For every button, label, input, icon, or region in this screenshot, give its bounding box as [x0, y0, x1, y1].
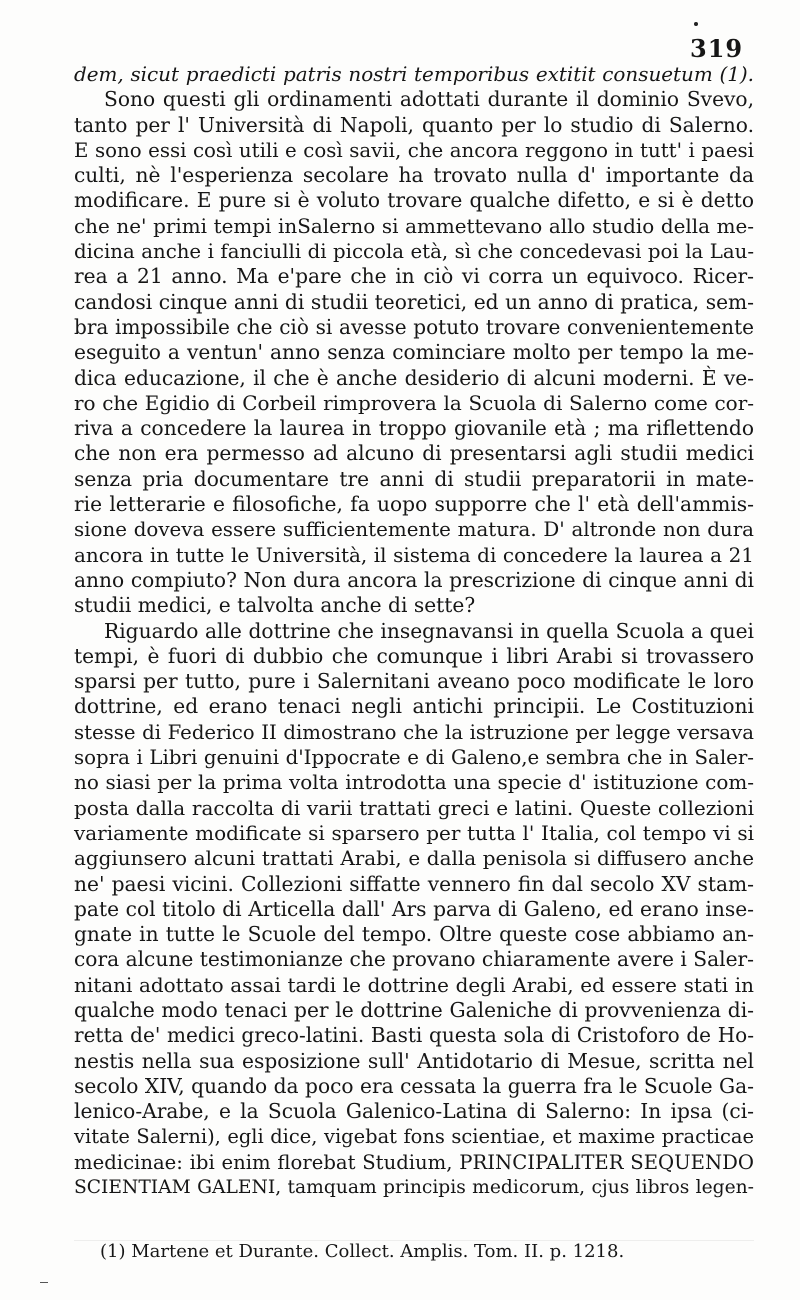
text-line: riva a concedere la laurea in troppo giovanile età ; ma riflettendo	[74, 416, 754, 441]
text-line: gnate in tutte le Scuole del tempo. Oltre queste cose abbiamo an-	[74, 922, 754, 947]
text-line: SCIENTIAM GALENI, tamquam principis medicorum, cjus libros legen-	[74, 1177, 754, 1199]
text-line: che ne' primi tempi inSalerno si ammettevano allo studio della me-	[74, 214, 754, 238]
text-line: Sono questi gli ordinamenti adottati durante il dominio Svevo,	[104, 87, 754, 112]
text-line: che non era permesso ad alcuno di presentarsi agli studii medici	[74, 441, 754, 466]
text-line: nitani adottato assai tardi le dottrine degli Arabi, ed essere stati in	[74, 972, 754, 997]
text-line: tanto per l' Università di Napoli, quanto per lo studio di Salerno.	[74, 112, 754, 137]
text-line: medicinae: ibi enim florebat Studium, PRINCIPALITER SEQUENDO	[74, 1150, 754, 1174]
text-line: E sono essi così utili e così savii, che ancora reggono in tutt' i paesi	[74, 138, 754, 162]
text-line: studii medici, e talvolta anche di sette?	[74, 593, 476, 618]
body-text	[74, 62, 754, 1200]
text-line: rea a 21 anno. Ma e'pare che in ciò vi corra un equivoco. Ricer-	[74, 264, 754, 289]
footnote: (1) Martene et Durante. Collect. Amplis. Tom. II. p. 1218.	[100, 1241, 625, 1262]
text-line: candosi cinque anni di studii teoretici, ed un anno di pratica, sem-	[74, 289, 754, 314]
text-line: sparsi per tutto, pure i Salernitani aveano poco modificate le loro	[74, 669, 754, 694]
text-line: ne' paesi vicini. Collezioni siffatte vennero fin dal secolo XV stam-	[74, 871, 754, 896]
text-line: dem, sicut praedicti patris nostri temporibus extitit consuetum (1).	[74, 63, 754, 86]
text-line: aggiunsero alcuni trattati Arabi, e dalla penisola si diffusero anche	[74, 846, 754, 871]
text-line: dicina anche i fanciulli di piccola età, sì che concedevasi poi la Lau-	[74, 240, 754, 264]
text-line: variamente modificate si sparsero per tutta l' Italia, col tempo vi si	[74, 820, 754, 845]
text-line: sopra i Libri genuini d'Ippocrate e di Galeno,e sembra che in Saler-	[74, 746, 754, 770]
text-line: stesse di Federico II dimostrano che la istruzione per legge versava	[74, 720, 754, 744]
text-line: ro che Egidio di Corbeil rimprovera la Scuola di Salerno come cor-	[74, 390, 754, 415]
text-line: retta de' medici greco-latini. Basti questa sola di Cristoforo de Ho-	[74, 1023, 754, 1048]
text-line: no siasi per la prima volta introdotta una specie d' istituzione com-	[74, 770, 754, 795]
text-line: eseguito a ventun' anno senza cominciare molto per tempo la me-	[74, 340, 754, 365]
text-line: cora alcune testimonianze che provano chiaramente avere i Saler-	[74, 947, 754, 972]
text-line: vitate Salerni), egli dice, vigebat fons scientiae, et maxime practicae	[74, 1125, 754, 1149]
text-line: anno compiuto? Non dura ancora la prescrizione di cinque anni di	[74, 567, 754, 592]
page-number: 319	[690, 34, 744, 63]
text-line: pate col titolo di Articella dall' Ars parva di Galeno, ed erano inse-	[74, 896, 754, 921]
text-line: bra impossibile che ciò si avesse potuto trovare convenientemente	[74, 314, 754, 339]
text-line: tempi, è fuori di dubbio che comunque i libri Arabi si trovassero	[74, 643, 754, 668]
text-line: dica educazione, il che è anche desiderio di alcuni moderni. È ve-	[74, 365, 754, 390]
text-line: sione doveva essere sufficientemente matura. D' altronde non dura	[74, 518, 754, 542]
text-line: nestis nella sua esposizione sull' Antidotario di Mesue, scritta nel	[74, 1048, 754, 1073]
text-line: secolo XIV, quando da poco era cessata la guerra fra le Scuole Ga-	[74, 1073, 754, 1098]
text-line: lenico-Arabe, e la Scuola Galenico-Latina di Salerno: In ipsa (ci-	[74, 1099, 754, 1124]
text-line: Riguardo alle dottrine che insegnavansi in quella Scuola a quei	[104, 618, 754, 643]
text-line: senza pria documentare tre anni di studii preparatorii in mate-	[74, 466, 754, 491]
text-line: culti, nè l'esperienza secolare ha trovato nulla d' importante da	[74, 163, 754, 188]
margin-mark	[40, 1282, 48, 1283]
ink-dot	[694, 22, 698, 26]
text-line: posta dalla raccolta di varii trattati greci e latini. Queste collezioni	[74, 795, 754, 820]
text-line: qualche modo tenaci per le dottrine Galeniche di provvenienza di-	[74, 997, 754, 1022]
text-line: ancora in tutte le Università, il sistema di concedere la laurea a 21	[74, 542, 754, 567]
text-line: modificare. E pure si è voluto trovare qualche difetto, e si è detto	[74, 188, 754, 213]
text-line: dottrine, ed erano tenaci negli antichi principii. Le Costituzioni	[74, 694, 754, 719]
text-line: rie letterarie e filosofiche, fa uopo supporre che l' età dell'ammis-	[74, 492, 754, 517]
